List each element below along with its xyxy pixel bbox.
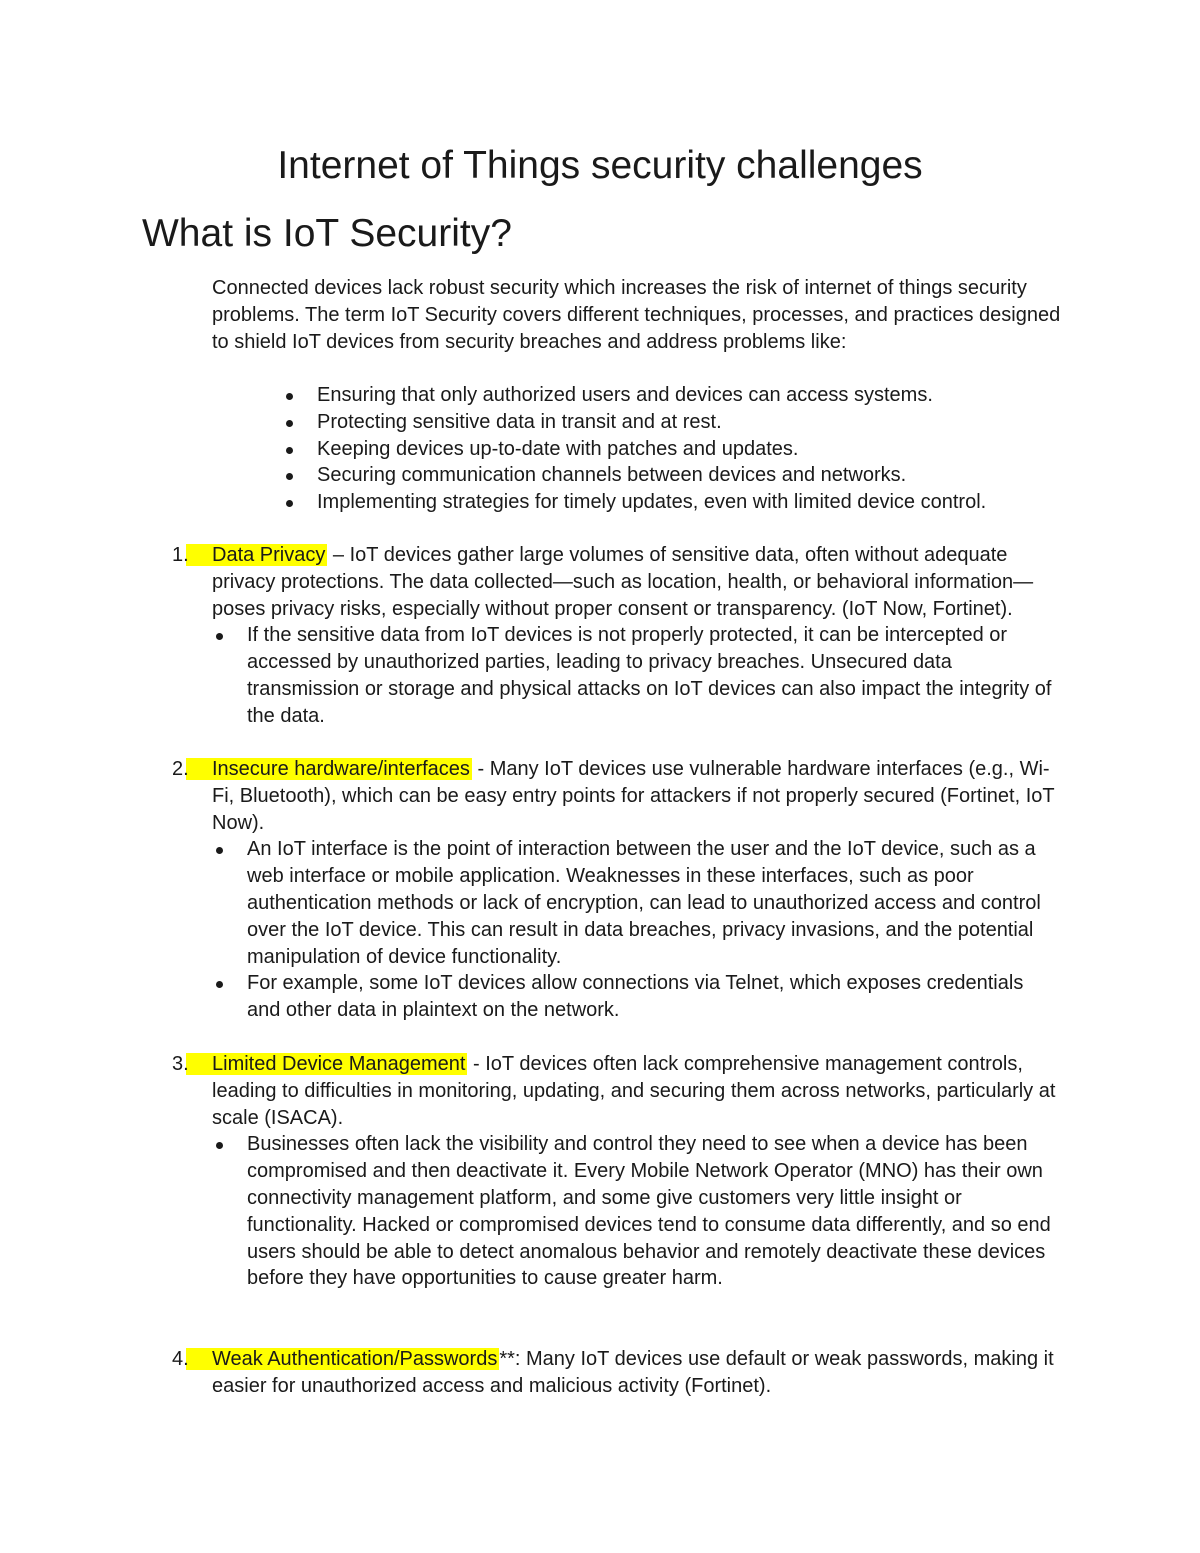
item-text: - Many IoT devices use vulnerable hardware interfaces (e.g., Wi-Fi, Bluetooth), which can be easy entry points for attackers if not properly secured (Fortinet, IoT Now). <box>212 758 1055 834</box>
intro-bullet: Keeping devices up-to-date with patches and updates. <box>282 436 1082 463</box>
numbered-item-data-privacy <box>172 542 1062 730</box>
highlighted-term: Limited Device Management <box>186 1053 467 1075</box>
document-title: Internet of Things security challenges <box>277 144 923 187</box>
item-bullet: Businesses often lack the visibility and control they need to see when a device has been compromised and then deactivate it. Every Mobile Network Operator (MNO) has their own connectivity management platform, and some give customers very little insight or functionality. Hacked or compromised devices tend to consume data differently, and so end users should be able to detect anomalous behavior and remotely deactivate these devices before they have opportunities to cause greater harm. <box>212 1131 1062 1292</box>
item-text: - IoT devices often lack comprehensive management controls, leading to difficulties in monitoring, updating, and securing them across networks, particularly at scale (ISACA). <box>212 1053 1056 1129</box>
highlighted-term: Data Privacy <box>186 544 327 566</box>
item-bullet-list <box>212 622 1062 729</box>
item-text: – IoT devices gather large volumes of sensitive data, often without adequate privacy protections. The data collected—such as location, health, or behavioral information—poses privacy risks, especially without proper consent or transparency. (IoT Now, Fortinet). <box>212 544 1034 620</box>
numbered-item-insecure-hardware <box>172 756 1062 1024</box>
highlighted-term: Weak Authentication/Passwords <box>186 1348 499 1370</box>
intro-paragraph: Connected devices lack robust security which increases the risk of internet of things security problems. The term IoT Security covers different techniques, processes, and practices designed to shield IoT devices from security breaches and address problems like: <box>212 277 1061 353</box>
item-paragraph <box>212 544 1033 620</box>
item-number: 4. <box>172 1348 189 1370</box>
item-bullet: If the sensitive data from IoT devices is not properly protected, it can be intercepted or accessed by unauthorized parties, leading to privacy breaches. Unsecured data transmission or storage and physical attacks on IoT devices can also impact the integrity of the data. <box>212 622 1062 729</box>
item-paragraph <box>212 1053 1055 1129</box>
highlighted-term: Insecure hardware/interfaces <box>186 758 472 780</box>
intro-bullet-list <box>282 382 1082 516</box>
intro-bullet: Implementing strategies for timely updates, even with limited device control. <box>282 489 1082 516</box>
item-number: 3. <box>172 1053 189 1075</box>
item-paragraph <box>212 758 1054 834</box>
item-bullet: For example, some IoT devices allow connections via Telnet, which exposes credentials and other data in plaintext on the network. <box>212 970 1062 1024</box>
intro-bullet: Securing communication channels between devices and networks. <box>282 462 1082 489</box>
item-number: 2. <box>172 758 189 780</box>
item-text: **: Many IoT devices use default or weak passwords, making it easier for unauthorized access and malicious activity (Fortinet). <box>212 1348 1054 1397</box>
item-paragraph <box>212 1348 1054 1397</box>
numbered-item-weak-authentication <box>172 1346 1062 1400</box>
numbered-item-device-management <box>172 1051 1062 1292</box>
item-bullet-list <box>212 1131 1062 1292</box>
item-bullet-list <box>212 836 1062 1024</box>
item-number: 1. <box>172 544 189 566</box>
intro-bullet: Protecting sensitive data in transit and at rest. <box>282 409 1082 436</box>
section-heading: What is IoT Security? <box>142 212 512 255</box>
item-bullet: An IoT interface is the point of interaction between the user and the IoT device, such as a web interface or mobile application. Weaknesses in these interfaces, such as poor authentication methods or lack of encryption, can lead to unauthorized access and control over the IoT device. This can result in data breaches, privacy invasions, and the potential manipulation of device functionality. <box>212 836 1062 970</box>
intro-bullet: Ensuring that only authorized users and devices can access systems. <box>282 382 1082 409</box>
